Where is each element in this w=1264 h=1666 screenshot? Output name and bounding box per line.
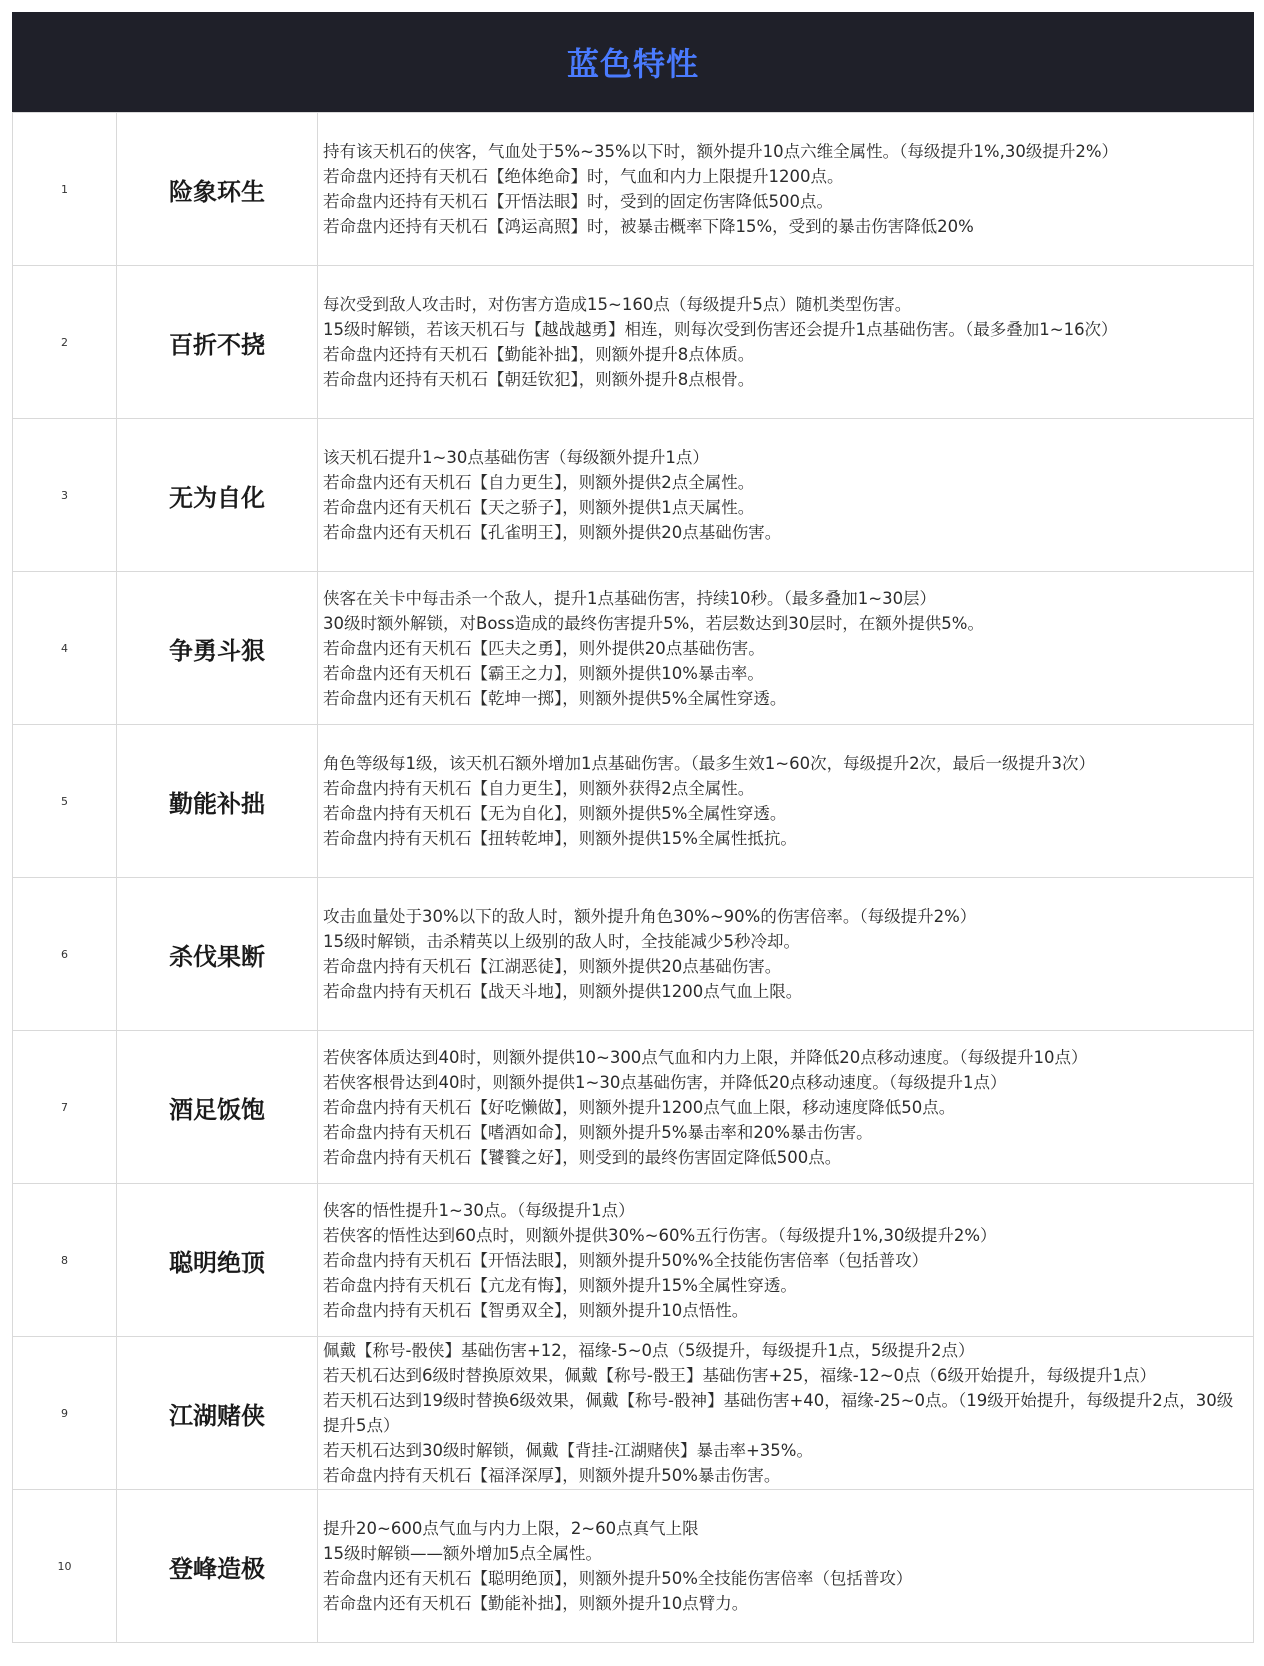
trait-description xyxy=(318,878,1254,1031)
description-line: 佩戴【称号-骰侠】基础伤害+12，福缘-5~0点（5级提升，每级提升1点，5级提升2点） xyxy=(323,1341,975,1360)
description-line: 若侠客根骨达到40时，则额外提供1~30点基础伤害，并降低20点移动速度。（每级提升1点） xyxy=(323,1072,1007,1092)
description-line: 若命盘内持有天机石【福泽深厚】，则额外提升50%暴击伤害。 xyxy=(323,1466,781,1485)
description-line: 若命盘内持有天机石【智勇双全】，则额外提升10点悟性。 xyxy=(323,1300,749,1320)
description-line: 侠客的悟性提升1~30点。（每级提升1点） xyxy=(323,1200,635,1220)
trait-name: 百折不挠 xyxy=(117,266,318,419)
table-row xyxy=(13,1490,1254,1643)
description-line: 若命盘内持有天机石【嗜酒如命】，则额外提升5%暴击率和20%暴击伤害。 xyxy=(323,1122,873,1142)
description-line: 若命盘内持有天机石【战天斗地】，则额外提供1200点气血上限。 xyxy=(323,982,803,1001)
description-line: 15级时解锁，击杀精英以上级别的敌人时，全技能减少5秒冷却。 xyxy=(323,932,800,951)
page-title: 蓝色特性 xyxy=(566,45,699,83)
trait-description xyxy=(318,419,1254,572)
description-line: 若天机石达到30级时解锁，佩戴【背挂-江湖赌侠】暴击率+35%。 xyxy=(323,1441,813,1460)
description-line: 提升20~600点气血与内力上限，2~60点真气上限 xyxy=(323,1519,699,1538)
trait-description xyxy=(318,725,1254,878)
description-line: 若命盘内还有天机石【匹夫之勇】，则外提供20点基础伤害。 xyxy=(323,638,765,658)
description-line: 若命盘内还有天机石【勤能补拙】，则额外提升10点臂力。 xyxy=(323,1594,749,1613)
description-line: 15级时解锁——额外增加5点全属性。 xyxy=(323,1544,602,1563)
description-line: 若命盘内还有天机石【聪明绝顶】，则额外提升50%全技能伤害倍率（包括普攻） xyxy=(323,1569,913,1588)
description-line: 若命盘内还有天机石【天之骄子】，则额外提供1点天属性。 xyxy=(323,498,755,517)
description-line: 若侠客体质达到40时，则额外提供10~300点气血和内力上限，并降低20点移动速度。（每级提升10点） xyxy=(323,1047,1088,1067)
description-line: 若天机石达到19级时替换6级效果，佩戴【称号-骰神】基础伤害+40，福缘-25~0点。（19级开始提升，每级提升2点，30级提升5点） xyxy=(323,1391,1234,1435)
description-line: 若侠客的悟性达到60点时，则额外提供30%~60%五行伤害。（每级提升1%,30级提升2%） xyxy=(323,1225,997,1245)
table-row xyxy=(13,419,1254,572)
description-line: 若命盘内还有天机石【孔雀明王】，则额外提供20点基础伤害。 xyxy=(323,523,782,542)
trait-description xyxy=(318,1490,1254,1643)
description-line: 若命盘内持有天机石【亢龙有悔】，则额外提升15%全属性穿透。 xyxy=(323,1275,797,1295)
description-line: 若命盘内还持有天机石【开悟法眼】时，受到的固定伤害降低500点。 xyxy=(323,192,833,211)
description-line: 若命盘内持有天机石【江湖恶徒】，则额外提供20点基础伤害。 xyxy=(323,957,782,976)
trait-name: 险象环生 xyxy=(117,113,318,266)
trait-name: 酒足饭饱 xyxy=(117,1031,318,1184)
table-row xyxy=(13,725,1254,878)
trait-name: 争勇斗狠 xyxy=(117,572,318,725)
description-line: 若命盘内持有天机石【开悟法眼】，则额外提升50%%全技能伤害倍率（包括普攻） xyxy=(323,1250,929,1270)
table-row xyxy=(13,1031,1254,1184)
description-line: 若命盘内还有天机石【霸王之力】，则额外提供10%暴击率。 xyxy=(323,663,764,683)
description-line: 若命盘内还持有天机石【朝廷钦犯】，则额外提升8点根骨。 xyxy=(323,370,755,389)
table-row xyxy=(13,572,1254,725)
trait-description xyxy=(318,1184,1254,1337)
description-line: 该天机石提升1~30点基础伤害（每级额外提升1点） xyxy=(323,448,709,467)
row-number: 1 xyxy=(13,113,117,266)
traits-table xyxy=(12,112,1254,1643)
description-line: 若命盘内持有天机石【饕餮之好】，则受到的最终伤害固定降低500点。 xyxy=(323,1147,842,1167)
description-line: 若天机石达到6级时替换原效果，佩戴【称号-骰王】基础伤害+25，福缘-12~0点（6级开始提升，每级提升1点） xyxy=(323,1366,1157,1385)
trait-name: 聪明绝顶 xyxy=(117,1184,318,1337)
description-line: 攻击血量处于30%以下的敌人时，额外提升角色30%~90%的伤害倍率。（每级提升2%） xyxy=(323,907,977,926)
row-number: 9 xyxy=(13,1337,117,1490)
description-line: 每次受到敌人攻击时，对伤害方造成15~160点（每级提升5点）随机类型伤害。 xyxy=(323,295,912,314)
description-line: 若命盘内还持有天机石【勤能补拙】，则额外提升8点体质。 xyxy=(323,345,755,364)
row-number: 4 xyxy=(13,572,117,725)
title-bar xyxy=(12,12,1254,112)
description-line: 若命盘内持有天机石【无为自化】，则额外提供5%全属性穿透。 xyxy=(323,804,787,823)
description-line: 15级时解锁，若该天机石与【越战越勇】相连，则每次受到伤害还会提升1点基础伤害。（最多叠加1~16次） xyxy=(323,320,1118,339)
trait-sheet xyxy=(12,12,1254,1643)
table-row xyxy=(13,1184,1254,1337)
description-line: 若命盘内持有天机石【扭转乾坤】，则额外提供15%全属性抵抗。 xyxy=(323,829,797,848)
description-line: 角色等级每1级，该天机石额外增加1点基础伤害。（最多生效1~60次，每级提升2次，最后一级提升3次） xyxy=(323,754,1096,773)
trait-name: 勤能补拙 xyxy=(117,725,318,878)
table-row xyxy=(13,878,1254,1031)
description-line: 侠客在关卡中每击杀一个敌人，提升1点基础伤害，持续10秒。（最多叠加1~30层） xyxy=(323,588,937,608)
description-line: 持有该天机石的侠客，气血处于5%~35%以下时，额外提升10点六维全属性。（每级提升1%,30级提升2%） xyxy=(323,142,1119,161)
row-number: 6 xyxy=(13,878,117,1031)
row-number: 10 xyxy=(13,1490,117,1643)
description-line: 若命盘内还持有天机石【绝体绝命】时，气血和内力上限提升1200点。 xyxy=(323,167,844,186)
trait-description xyxy=(318,113,1254,266)
trait-name: 登峰造极 xyxy=(117,1490,318,1643)
row-number: 7 xyxy=(13,1031,117,1184)
trait-description xyxy=(318,572,1254,725)
table-row xyxy=(13,113,1254,266)
row-number: 2 xyxy=(13,266,117,419)
trait-description xyxy=(318,1031,1254,1184)
description-line: 若命盘内持有天机石【自力更生】，则额外获得2点全属性。 xyxy=(323,779,755,798)
description-line: 30级时额外解锁，对Boss造成的最终伤害提升5%，若层数达到30层时，在额外提供5%。 xyxy=(323,613,984,633)
traits-table-body xyxy=(13,113,1254,1643)
trait-description xyxy=(318,266,1254,419)
trait-description xyxy=(318,1337,1254,1490)
description-line: 若命盘内还有天机石【乾坤一掷】，则额外提供5%全属性穿透。 xyxy=(323,688,787,708)
description-line: 若命盘内还有天机石【自力更生】，则额外提供2点全属性。 xyxy=(323,473,755,492)
description-line: 若命盘内持有天机石【好吃懒做】，则额外提升1200点气血上限，移动速度降低50点。 xyxy=(323,1097,956,1117)
row-number: 5 xyxy=(13,725,117,878)
description-line: 若命盘内还持有天机石【鸿运高照】时，被暴击概率下降15%，受到的暴击伤害降低20% xyxy=(323,217,974,236)
row-number: 3 xyxy=(13,419,117,572)
table-row xyxy=(13,1337,1254,1490)
trait-name: 江湖赌侠 xyxy=(117,1337,318,1490)
row-number: 8 xyxy=(13,1184,117,1337)
table-row xyxy=(13,266,1254,419)
trait-name: 无为自化 xyxy=(117,419,318,572)
trait-name: 杀伐果断 xyxy=(117,878,318,1031)
